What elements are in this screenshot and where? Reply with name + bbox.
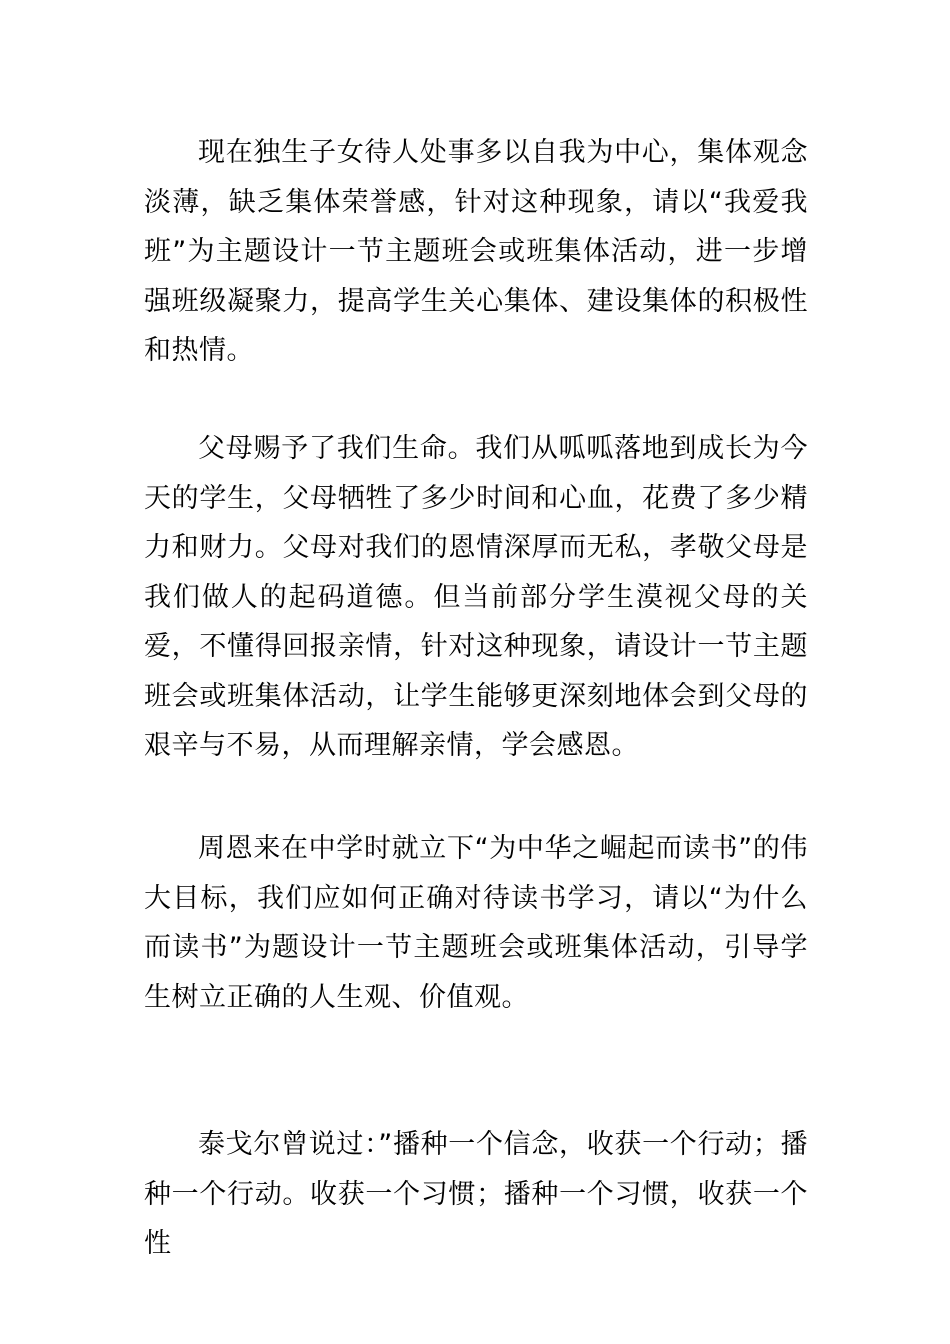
paragraph-class-meeting-why-study: 周恩来在中学时就立下“为中华之崛起而读书”的伟大目标，我们应如何正确对待读书学习，请以“为什么而读书”为题设计一节主题班会或班集体活动，引导学生树立正确的人生观、价值观。	[144, 833, 808, 1013]
paragraph-class-meeting-my-class: 现在独生子女待人处事多以自我为中心，集体观念淡薄，缺乏集体荣誉感，针对这种现象，请以“我爱我班”为主题设计一节主题班会或班集体活动，进一步增强班级凝聚力，提高学生关心集体、建设集体的积极性和热情。	[144, 137, 808, 366]
paragraph-class-meeting-gratitude: 父母赐予了我们生命。我们从呱呱落地到成长为今天的学生，父母牺牲了多少时间和心血，花费了多少精力和财力。父母对我们的恩情深厚而无私，孝敬父母是我们做人的起码道德。但当前部分学生漠视父母的关爱，不懂得回报亲情，针对这种现象，请设计一节主题班会或班集体活动，让学生能够更深刻地体会到父母的艰辛与不易，从而理解亲情，学会感恩。	[144, 433, 808, 761]
paragraph-tagore-quote: 泰戈尔曾说过：”播种一个信念，收获一个行动；播种一个行动。收获一个习惯；播种一个习惯，收获一个性	[144, 1129, 808, 1259]
